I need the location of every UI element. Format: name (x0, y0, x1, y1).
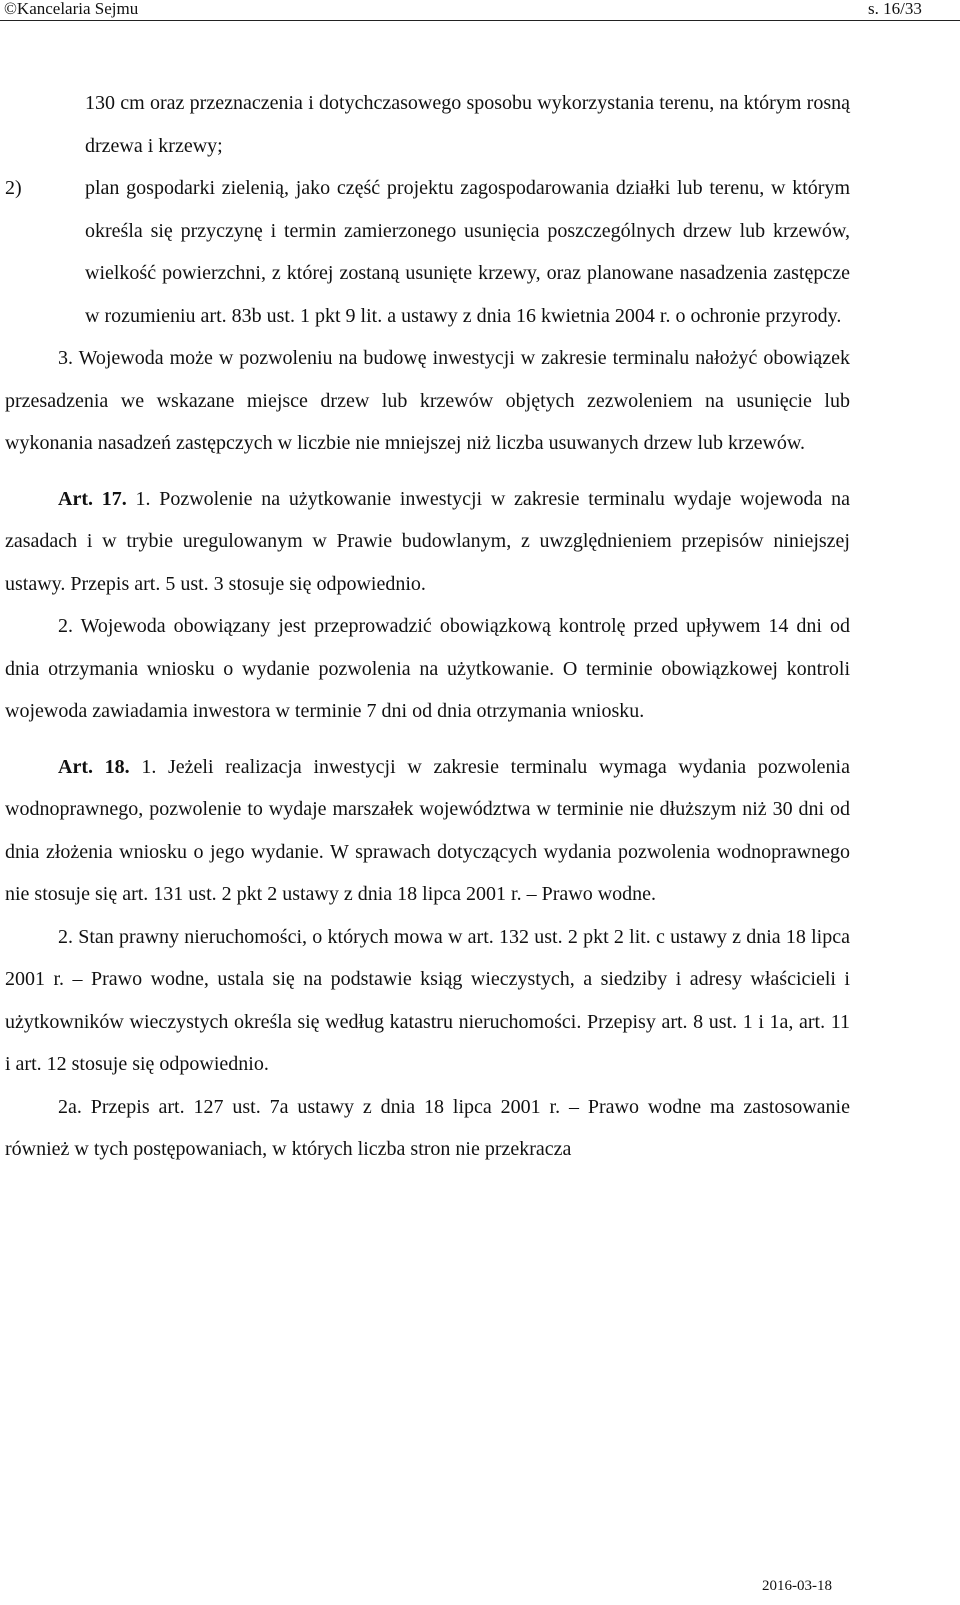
article-text: 1. Pozwolenie na użytkowanie inwestycji w zakresie terminalu wydaje wojewoda na zasadach i w trybie uregulowanym w Prawie budowlanym, z uwzględnieniem przepisów niniejszej ustawy. Przepis art. 5 ust. 3 stosuje się odpowiednio. (5, 487, 850, 595)
list-item-number: 2) (5, 177, 22, 199)
paragraph-art18-ust2: 2. Stan prawny nieruchomości, o których mowa w art. 132 ust. 2 pkt 2 lit. c ustawy z dnia 18 lipca 2001 r. – Prawo wodne, ustala się na podstawie ksiąg wieczystych, a siedziby i adresy właścicieli i użytkowników wieczystych określa się według katastru nieruchomości. Przepisy art. 8 ust. 1 i 1a, art. 11 i art. 12 stosuje się odpowiednio. (5, 925, 850, 1075)
list-item-2 (5, 167, 850, 337)
article-text: 1. Jeżeli realizacja inwestycji w zakresie terminalu wymaga wydania pozwolenia wodnoprawnego, pozwolenie to wydaje marszałek województwa w terminie nie dłuższym niż 30 dni od dnia złożenia wniosku o jego wydanie. W sprawach dotyczących wydania pozwolenia wodnoprawnego nie stosuje się art. 131 ust. 2 pkt 2 ustawy z dnia 18 lipca 2001 r. – Prawo wodne. (5, 755, 850, 905)
list-item-text: plan gospodarki zielenią, jako część projektu zagospodarowania działki lub terenu, w którym określa się przyczynę i termin zamierzonego usunięcia poszczególnych drzew lub krzewów, wielkość powierzchni, z której zostaną usunięte krzewy, oraz planowane nasadzenia zastępcze w rozumieniu art. 83b ust. 1 pkt 9 lit. a ustawy z dnia 16 kwietnia 2004 r. o ochronie przyrody. (85, 177, 850, 327)
copyright-label: ©Kancelaria Sejmu (4, 0, 139, 18)
article-heading: Art. 18. (58, 755, 130, 778)
page-number: s. 16/33 (868, 0, 922, 18)
paragraph-art16-ust3: 3. Wojewoda może w pozwoleniu na budowę inwestycji w zakresie terminalu nałożyć obowiązek przesadzenia we wskazane miejsce drzew lub krzewów objętych zezwoleniem na usunięcie lub wykonania nasadzeń zastępczych w liczbie nie mniejszej niż liczba usuwanych drzew lub krzewów. (5, 347, 850, 454)
document-body (5, 82, 850, 1171)
paragraph-art18-ust2a: 2a. Przepis art. 127 ust. 7a ustawy z dnia 18 lipca 2001 r. – Prawo wodne ma zastosowanie również w tych postępowaniach, w których liczba stron nie przekracza (5, 1095, 850, 1160)
page-header (0, 0, 960, 22)
footer-date: 2016-03-18 (762, 1578, 832, 1594)
article-heading: Art. 17. (58, 487, 127, 510)
article-18 (5, 746, 850, 916)
paragraph-art17-ust2: 2. Wojewoda obowiązany jest przeprowadzić obowiązkową kontrolę przed upływem 14 dni od dnia otrzymania wniosku o wydanie pozwolenia na użytkowanie. O terminie obowiązkowej kontroli wojewoda zawiadamia inwestora w terminie 7 dni od dnia otrzymania wniosku. (5, 615, 850, 722)
header-divider (0, 20, 960, 21)
list-item-continuation: 130 cm oraz przeznaczenia i dotychczasowego sposobu wykorzystania terenu, na którym rosną drzewa i krzewy; (85, 92, 850, 157)
article-17 (5, 478, 850, 606)
